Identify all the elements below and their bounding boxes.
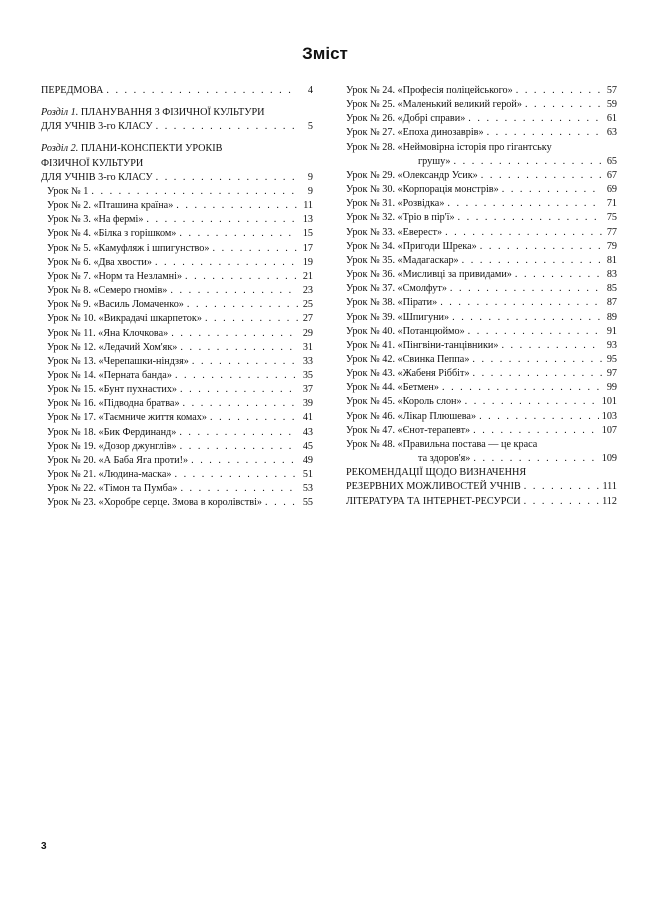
toc-entry-page: 9 <box>307 185 313 197</box>
toc-entry-lesson[interactable] <box>346 311 617 325</box>
leader-dots <box>210 411 298 425</box>
toc-entry-lesson[interactable] <box>41 256 313 270</box>
toc-entry-label: Урок № 38. «Пірати» <box>346 297 438 309</box>
toc-entry-page: 17 <box>302 242 313 254</box>
leader-dots <box>180 383 298 397</box>
leader-dots <box>468 325 602 339</box>
toc-entry-lesson[interactable] <box>346 240 617 254</box>
toc-entry-page: 25 <box>302 299 313 311</box>
toc-entry-label: Урок № 24. «Професія поліцейського» <box>346 85 513 96</box>
toc-entry-label: Урок № 22. «Тімон та Пумба» <box>47 483 178 495</box>
toc-entry-page: 13 <box>302 214 313 226</box>
leader-dots <box>156 120 298 134</box>
toc-entry-page: 65 <box>606 155 617 167</box>
leader-dots <box>174 468 298 482</box>
leader-dots <box>440 296 602 310</box>
toc-entry-lesson[interactable] <box>41 496 313 510</box>
leader-dots <box>473 367 602 381</box>
toc-entry-page: 57 <box>606 85 617 96</box>
toc-entry-page: 71 <box>606 198 617 210</box>
leader-dots <box>487 126 602 140</box>
toc-entry-lesson[interactable] <box>41 327 313 341</box>
leader-dots <box>179 426 298 440</box>
toc-entry-page: 9 <box>307 171 313 183</box>
lesson-list <box>346 84 617 466</box>
toc-entry-label: Урок № 6. «Два хвости» <box>47 256 152 268</box>
toc-entry-label: Урок № 35. «Мадагаскар» <box>346 254 459 266</box>
toc-entry-page: 51 <box>302 469 313 481</box>
section-prefix: Розділ 2. <box>41 143 79 155</box>
toc-entry-page: 77 <box>606 226 617 238</box>
toc-entry-page: 45 <box>302 440 313 452</box>
entry-title-line: РЕЗЕРВНИХ МОЖЛИВОСТЕЙ УЧНІВ <box>346 481 521 493</box>
toc-entry-label: Урок № 9. «Василь Ломаченко» <box>47 299 184 311</box>
toc-entry-page: 109 <box>601 453 617 465</box>
toc-entry-label: Урок № 11. «Яна Клочкова» <box>47 327 169 339</box>
leader-dots <box>516 84 602 98</box>
leader-dots <box>212 242 298 256</box>
toc-entry-label: Урок № 5. «Камуфляж і шпигунство» <box>47 242 210 254</box>
toc-entry-lesson[interactable] <box>41 383 313 397</box>
leader-dots <box>180 341 298 355</box>
leader-dots <box>447 197 602 211</box>
toc-entry-page: 107 <box>601 424 617 436</box>
leader-dots <box>454 155 602 169</box>
toc-entry-lesson[interactable] <box>41 242 313 256</box>
leader-dots <box>187 298 298 312</box>
toc-entry-page: 49 <box>302 454 313 466</box>
leader-dots <box>525 98 602 112</box>
toc-entry-preface[interactable] <box>41 84 313 98</box>
toc-entry-label: Урок № 3. «На фермі» <box>47 214 144 226</box>
leader-dots <box>473 424 599 438</box>
toc-entry-page: 5 <box>307 121 313 133</box>
toc-entry-page: 37 <box>302 384 313 396</box>
toc-entry-label: Урок № 1 <box>47 185 89 197</box>
toc-entry-label: Урок № 27. «Епоха динозаврів» <box>346 127 484 139</box>
toc-entry-lesson[interactable] <box>346 211 617 225</box>
toc-entry-label: Урок № 37. «Смолфут» <box>346 283 447 295</box>
toc-entry-page: 21 <box>302 270 313 282</box>
toc-entry-page: 35 <box>302 369 313 381</box>
section-title-line: ДЛЯ УЧНІВ 3-го КЛАСУ <box>41 171 153 183</box>
leader-dots <box>501 339 602 353</box>
toc-entry-lesson[interactable] <box>41 369 313 383</box>
toc-entry-label: Урок № 2. «Пташина країна» <box>47 200 174 212</box>
toc-entry-page: 39 <box>302 398 313 410</box>
toc-entry-lesson[interactable] <box>346 169 617 183</box>
toc-entry-label: Урок № 28. «Неймовірна історія про гігантську <box>346 141 552 153</box>
toc-entry-page: 111 <box>602 481 617 493</box>
toc-entry-label: Урок № 34. «Пригоди Шрека» <box>346 240 477 252</box>
toc-entry-lesson[interactable] <box>346 325 617 339</box>
toc-entry-lesson[interactable] <box>41 440 313 454</box>
leader-dots <box>465 395 599 409</box>
toc-entry-lesson[interactable] <box>41 341 313 355</box>
toc-entry-lesson[interactable] <box>346 367 617 381</box>
toc-entry-label: Урок № 29. «Олександр Усик» <box>346 169 478 181</box>
leader-dots <box>515 268 602 282</box>
toc-entry-label: Урок № 19. «Дозор джунглів» <box>47 440 177 452</box>
toc-entry-page: 59 <box>606 99 617 111</box>
section-prefix: Розділ 1. <box>41 107 79 119</box>
toc-entry-label: Урок № 16. «Підводна братва» <box>47 398 180 410</box>
toc-entry-label: Урок № 13. «Черепашки-ніндзя» <box>47 355 189 367</box>
toc-entry-label: Урок № 7. «Норм та Незламні» <box>47 270 183 282</box>
toc-entry-label: Урок № 46. «Лікар Плюшева» <box>346 410 477 422</box>
toc-entry-lesson[interactable] <box>346 183 617 197</box>
toc-entry-lesson[interactable] <box>41 227 313 241</box>
toc-entry-section-2[interactable] <box>41 142 313 184</box>
toc-entry-page: 99 <box>606 382 617 394</box>
leader-dots <box>171 327 298 341</box>
leader-dots <box>91 185 298 199</box>
toc-entry-label: ПЕРЕДМОВА <box>41 85 104 96</box>
toc-entry-page: 67 <box>606 169 617 181</box>
toc-entry-label: Урок № 26. «Добрі справи» <box>346 113 466 125</box>
toc-entry-label: Урок № 47. «Єнот-терапевт» <box>346 424 471 436</box>
toc-entry-literature[interactable] <box>346 495 617 509</box>
toc-entry-label: Урок № 48. «Правильна постава — це краса <box>346 438 538 450</box>
leader-dots <box>146 213 298 227</box>
toc-entry-page: 87 <box>606 297 617 309</box>
leader-dots <box>175 369 298 383</box>
leader-dots <box>479 410 599 424</box>
section-title-line: ПЛАНУВАННЯ З ФІЗИЧНОЇ КУЛЬТУРИ <box>80 107 265 119</box>
toc-entry-page: 79 <box>606 240 617 252</box>
toc-entry-lesson[interactable] <box>41 199 313 213</box>
toc-entry-page: 91 <box>606 325 617 337</box>
toc-entry-label: Урок № 23. «Хоробре серце. Змова в королівстві» <box>47 497 263 509</box>
toc-entry-label: Урок № 42. «Свинка Пеппа» <box>346 353 470 365</box>
toc-entry-page: 43 <box>302 426 313 438</box>
toc-entry-label: Урок № 33. «Еверест» <box>346 226 443 238</box>
leader-dots <box>445 226 602 240</box>
toc-entry-page: 15 <box>302 228 313 240</box>
toc-entry-lesson[interactable] <box>41 468 313 482</box>
section-title-line: ПЛАНИ-КОНСПЕКТИ УРОКІВ <box>80 143 223 155</box>
toc-entry-page: 97 <box>606 368 617 380</box>
toc-entry-label: Урок № 15. «Бунт пухнастих» <box>47 384 178 396</box>
leader-dots <box>462 254 602 268</box>
leader-dots <box>472 353 602 367</box>
toc-entry-lesson[interactable] <box>41 454 313 468</box>
toc-entry-lesson[interactable] <box>346 226 617 240</box>
leader-dots <box>176 199 298 213</box>
toc-entry-lesson[interactable] <box>41 397 313 411</box>
leader-dots <box>452 311 602 325</box>
leader-dots <box>450 282 602 296</box>
toc-left-column <box>41 84 313 511</box>
toc-entry-label-continued: та здоров'я» <box>418 453 471 465</box>
toc-entry-lesson[interactable] <box>41 185 313 199</box>
toc-entry-label: Урок № 8. «Семеро гномів» <box>47 285 168 297</box>
toc-entry-page: 11 <box>303 200 313 212</box>
leader-dots <box>502 183 602 197</box>
toc-entry-page: 55 <box>302 497 313 509</box>
toc-entry-page: 33 <box>302 355 313 367</box>
toc-entry-page: 103 <box>601 410 617 422</box>
leader-dots <box>191 454 298 468</box>
toc-entry-page: 53 <box>302 483 313 495</box>
toc-entry-page: 89 <box>606 311 617 323</box>
toc-entry-label: Урок № 25. «Маленький великий герой» <box>346 99 522 111</box>
leader-dots <box>180 482 298 496</box>
toc-entry-label: Урок № 32. «Тріо в пір'ї» <box>346 212 455 224</box>
toc-entry-page: 31 <box>302 341 313 353</box>
toc-entry-lesson[interactable] <box>41 355 313 369</box>
leader-dots <box>524 480 600 494</box>
toc-entry-label-continued: грушу» <box>418 155 451 167</box>
toc-entry-label: Урок № 21. «Людина-маска» <box>47 469 172 481</box>
toc-entry-lesson[interactable] <box>346 424 617 438</box>
toc-entry-lesson[interactable] <box>346 339 617 353</box>
leader-dots <box>468 112 602 126</box>
toc-entry-page: 23 <box>302 285 313 297</box>
toc-entry-lesson[interactable] <box>346 381 617 395</box>
toc-entry-label: Урок № 40. «Потанцюймо» <box>346 325 465 337</box>
leader-dots <box>481 169 602 183</box>
toc-entry-label: Урок № 20. «А Баба Яга проти!» <box>47 454 189 466</box>
toc-entry-lesson[interactable] <box>346 84 617 98</box>
toc-entry-lesson[interactable] <box>346 296 617 310</box>
leader-dots <box>192 355 298 369</box>
toc-entry-lesson[interactable] <box>346 254 617 268</box>
section-title-line: ДЛЯ УЧНІВ 3-го КЛАСУ <box>41 121 153 133</box>
toc-entry-page: 95 <box>606 353 617 365</box>
leader-dots <box>442 381 602 395</box>
toc-entry-label: Урок № 17. «Таємниче життя комах» <box>47 412 207 424</box>
toc-entry-label: Урок № 4. «Білка з горішком» <box>47 228 177 240</box>
toc-entry-lesson[interactable] <box>346 410 617 424</box>
toc-entry-page: 101 <box>601 396 617 408</box>
toc-entry-label: Урок № 10. «Викрадачі шкарпеток» <box>47 313 202 325</box>
leader-dots <box>205 312 298 326</box>
toc-entry-lesson[interactable] <box>346 197 617 211</box>
toc-entry-label: Урок № 44. «Бетмен» <box>346 382 439 394</box>
toc-entry-lesson[interactable] <box>41 213 313 227</box>
leader-dots <box>524 495 599 509</box>
toc-entry-lesson[interactable] <box>346 282 617 296</box>
toc-entry-lesson[interactable] <box>41 298 313 312</box>
toc-entry-lesson[interactable] <box>346 126 617 140</box>
leader-dots <box>458 211 602 225</box>
toc-entry-lesson[interactable] <box>41 312 313 326</box>
toc-entry-page: 41 <box>302 412 313 424</box>
toc-entry-page: 75 <box>606 212 617 224</box>
toc-entry-lesson[interactable] <box>346 112 617 126</box>
toc-entry-lesson[interactable] <box>41 411 313 425</box>
toc-entry-page: 61 <box>606 113 617 125</box>
toc-entry-recommendations[interactable] <box>346 466 617 494</box>
section-title-line: ФІЗИЧНОЇ КУЛЬТУРИ <box>41 157 144 169</box>
toc-entry-lesson[interactable] <box>346 141 617 169</box>
toc-entry-label: Урок № 30. «Корпорація монстрів» <box>346 184 499 196</box>
toc-entry-lesson[interactable] <box>346 353 617 367</box>
page-number: 3 <box>41 841 47 852</box>
leader-dots <box>106 84 298 98</box>
toc-entry-label: Урок № 14. «Перната банда» <box>47 369 172 381</box>
toc-entry-page: 4 <box>307 85 313 96</box>
toc-entry-label: Урок № 31. «Розвідка» <box>346 198 445 210</box>
toc-entry-lesson[interactable] <box>41 482 313 496</box>
toc-entry-page: 85 <box>606 283 617 295</box>
toc-entry-lesson[interactable] <box>41 270 313 284</box>
toc-entry-label: ЛІТЕРАТУРА ТА ІНТЕРНЕТ-РЕСУРСИ <box>346 495 521 507</box>
leader-dots <box>480 240 602 254</box>
toc-entry-label: Урок № 18. «Бик Фердинанд» <box>47 426 177 438</box>
toc-entry-lesson[interactable] <box>346 438 617 466</box>
toc-entry-label: Урок № 39. «Шпигуни» <box>346 311 450 323</box>
toc-entry-label: Урок № 36. «Мисливці за привидами» <box>346 269 512 281</box>
toc-entry-page: 69 <box>606 184 617 196</box>
toc-entry-page: 29 <box>302 327 313 339</box>
toc-entry-section-1[interactable] <box>41 106 313 134</box>
toc-entry-label: Урок № 12. «Ледачий Хом'як» <box>47 341 178 353</box>
toc-entry-page: 83 <box>606 269 617 281</box>
toc-entry-page: 27 <box>302 313 313 325</box>
entry-title-line: РЕКОМЕНДАЦІЇ ЩОДО ВИЗНАЧЕННЯ <box>346 467 527 479</box>
leader-dots <box>473 452 598 466</box>
toc-entry-page: 63 <box>606 127 617 139</box>
lesson-list <box>41 185 313 511</box>
leader-dots <box>180 440 298 454</box>
leader-dots <box>170 284 298 298</box>
toc-entry-lesson[interactable] <box>41 284 313 298</box>
toc-entry-page: 112 <box>602 495 617 507</box>
toc-entry-lesson[interactable] <box>346 395 617 409</box>
toc-entry-lesson[interactable] <box>346 268 617 282</box>
toc-entry-page: 93 <box>606 339 617 351</box>
toc-entry-label: Урок № 43. «Жабеня Ріббіт» <box>346 368 470 380</box>
toc-right-column <box>346 84 617 509</box>
leader-dots <box>265 496 298 510</box>
leader-dots <box>156 171 298 185</box>
toc-entry-lesson[interactable] <box>346 98 617 112</box>
leader-dots <box>185 270 298 284</box>
toc-entry-lesson[interactable] <box>41 426 313 440</box>
toc-entry-page: 81 <box>606 254 617 266</box>
leader-dots <box>183 397 298 411</box>
leader-dots <box>155 256 298 270</box>
leader-dots <box>179 227 298 241</box>
toc-entry-label: Урок № 45. «Король слон» <box>346 396 462 408</box>
toc-entry-label: Урок № 41. «Пінгвіни-танцівники» <box>346 339 499 351</box>
page-title: Зміст <box>302 44 348 63</box>
toc-entry-page: 19 <box>302 256 313 268</box>
